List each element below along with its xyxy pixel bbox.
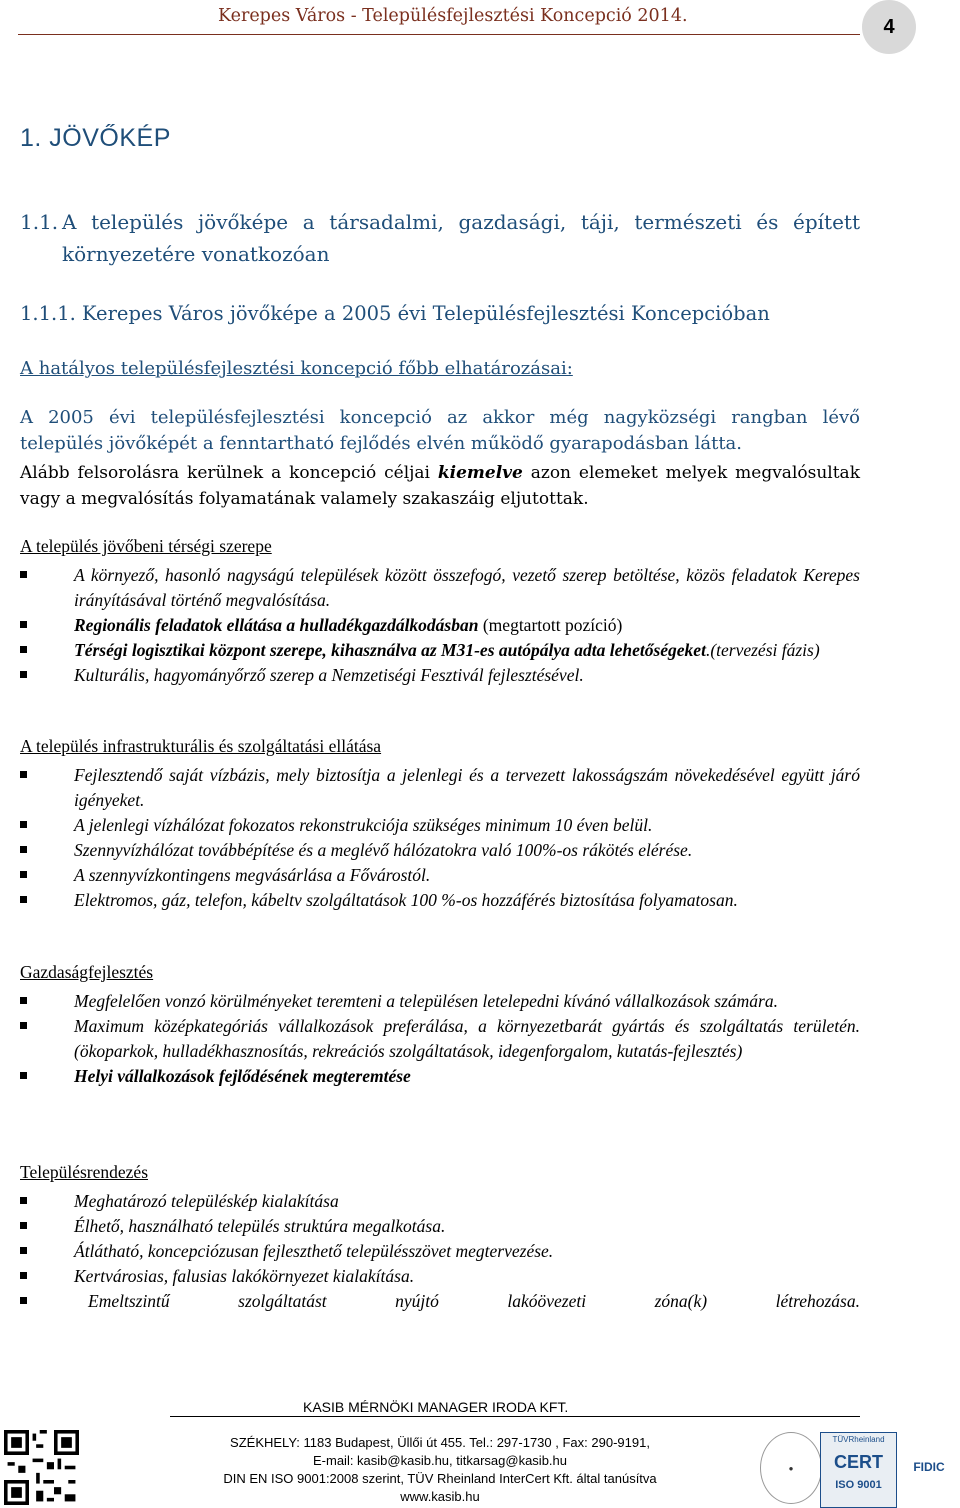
list-item-rest: .(tervezési fázis) — [705, 640, 820, 660]
section-regional-role — [20, 536, 860, 688]
list-item: Átlátható, koncepciózusan fejleszthető településszövet megtervezése. — [20, 1239, 860, 1264]
list-item — [20, 613, 860, 638]
footer-address: SZÉKHELY: 1183 Budapest, Üllői út 455. Tel.: 297-1730 , Fax: 290-9191, — [230, 1435, 650, 1450]
header-divider — [18, 34, 860, 35]
cert-badge-main: CERT — [834, 1452, 883, 1472]
list-item: Szennyvízhálózat továbbépítése és a meglévő hálózatokra való 100%-os rákötés elérése. — [20, 838, 860, 863]
goals-text-emphasis: kiemelve — [437, 463, 523, 483]
list-item: Élhető, használható település struktúra megalkotása. — [20, 1214, 860, 1239]
list-item: A környező, hasonló nagyságú települések között összefogó, vezető szerep betöltése, közös feladatok Kerepes irányításával történő megvalósítása. — [20, 563, 860, 613]
section-heading — [20, 206, 860, 270]
section-number: 1.1. — [20, 210, 59, 234]
goals-text-post: azon elemeket melyek megvalósultak vagy a megvalósítás folyamatának valamely szakaszáig eljutottak. — [20, 463, 860, 509]
list-item: Helyi vállalkozások fejlődésének megteremtése — [20, 1064, 860, 1089]
section-economy-title: Gazdaságfejlesztés — [20, 962, 154, 982]
goals-text-pre: Alább felsorolásra kerülnek a koncepció céljai — [20, 463, 438, 483]
list-item-bold: Térségi logisztikai központ szerepe, kihasználva az M31-es autópálya adta lehetőségeket — [74, 640, 706, 660]
list-item-text: Emeltszintű szolgáltatást nyújtó lakóövezeti zóna(k) létrehozása. — [88, 1291, 860, 1311]
section-settlement-planning — [20, 1162, 860, 1314]
intro-line-2: település jövőképét a fenntartható fejlődés elvén működő gyarapodásban látta. — [20, 433, 743, 454]
tuv-certification-seal-icon: ● — [760, 1432, 822, 1504]
list-item-bold: Regionális feladatok ellátása a hulladékgazdálkodásban — [74, 615, 479, 635]
chapter-heading: 1. JÖVŐKÉP — [20, 124, 171, 152]
footer-web: www.kasib.hu — [400, 1489, 480, 1504]
list-item: Maximum középkategóriás vállalkozások preferálása, a környezetbarát gyártás és szolgáltatás területén. (ökoparkok, hulladékhasznosítás, rekreációs szolgáltatások, idegenforgalom, kutatás-fejlesztés) — [20, 1014, 860, 1064]
footer-company: KASIB MÉRNÖKI MANAGER IRODA KFT. — [303, 1399, 569, 1415]
section-heading-line1: A település jövőképe a társadalmi, gazdasági, táji, természeti és épített — [62, 210, 860, 234]
list-item-rest: (megtartott pozíció) — [478, 615, 623, 635]
section-infrastructure — [20, 736, 860, 913]
qr-code-icon — [4, 1430, 79, 1505]
intro-paragraph — [20, 405, 860, 457]
list-item: A szennyvízkontingens megvásárlása a Fővárostól. — [20, 863, 860, 888]
list-item: Elektromos, gáz, telefon, kábeltv szolgáltatások 100 %-os hozzáférés biztosítása folyamatosan. — [20, 888, 860, 913]
footer-email: E-mail: kasib@kasib.hu, titkarsag@kasib.hu — [313, 1453, 567, 1468]
footer-iso: DIN EN ISO 9001:2008 szerint, TÜV Rheinland InterCert Kft. által tanúsítva — [223, 1471, 657, 1486]
intro-line-1: A 2005 évi településfejlesztési koncepció az akkor még nagyközségi rangban lévő — [20, 407, 860, 428]
list-item — [20, 638, 860, 663]
cert-badge-iso: ISO 9001 — [835, 1479, 882, 1491]
decisions-heading: A hatályos településfejlesztési koncepció főbb elhatározásai: — [20, 358, 573, 379]
list-item: A jelenlegi vízhálózat fokozatos rekonstrukciója szükséges minimum 10 éven belül. — [20, 813, 860, 838]
section-settlement-planning-title: Településrendezés — [20, 1162, 149, 1182]
list-item: Kulturális, hagyományőrző szerep a Nemzetiségi Fesztivál fejlesztésével. — [20, 663, 860, 688]
section-heading-line2: környezetére vonatkozóan — [62, 242, 330, 266]
cert-badge-top: TÜVRheinland — [832, 1435, 885, 1444]
fidic-logo: FIDIC — [913, 1460, 945, 1474]
list-item: Kertvárosias, falusias lakókörnyezet kialakítása. — [20, 1264, 860, 1289]
section-infrastructure-title: A település infrastrukturális és szolgáltatási ellátása — [20, 736, 382, 756]
goals-paragraph — [20, 460, 860, 512]
list-item — [20, 1289, 860, 1314]
section-regional-role-title: A település jövőbeni térségi szerepe — [20, 536, 272, 556]
subsection-heading: 1.1.1. Kerepes Város jövőképe a 2005 évi Településfejlesztési Koncepcióban — [20, 302, 770, 325]
list-item: Meghatározó településkép kialakítása — [20, 1189, 860, 1214]
header-title: Kerepes Város - Településfejlesztési Koncepció 2014. — [218, 6, 688, 26]
list-item: Megfelelően vonzó körülményeket teremteni a településen letelepedni kívánó vállalkozások számára. — [20, 989, 860, 1014]
footer-divider — [170, 1416, 860, 1417]
footer-info — [180, 1434, 700, 1506]
list-item: Fejlesztendő saját vízbázis, mely biztosítja a jelenlegi és a tervezett lakosságszám növekedésével együtt járó igényeket. — [20, 763, 860, 813]
section-economy — [20, 962, 860, 1089]
page-number: 4 — [862, 0, 916, 54]
tuv-rheinland-cert-badge — [820, 1432, 897, 1508]
